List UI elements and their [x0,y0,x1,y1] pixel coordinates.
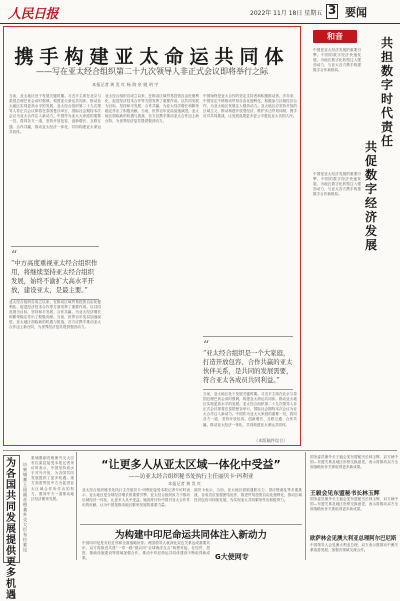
commentary-headline-2[interactable]: 共促数字经济发展 [364,140,377,252]
right-lower-body-1b: 国务委员兼外长王毅会见东盟秘书长林玉辉，双方就中国—东盟关系及地区形势交换意见，表示将推动双方全面战略伙伴关系取得更多新成果。 [310,497,398,512]
right-lower-title-2[interactable]: 欧萨林会见澳大利亚总理阿尔巴尼斯 [310,536,397,542]
page-number: 3 [328,3,337,17]
footer-note: G大使网专 [215,553,249,561]
divider-horizontal-2 [80,524,302,525]
lead-body-column-3b: 当前，亚太地区处于发展关键时期。习近平主席在北京与泰国总理巴育会谈时强调，构建亚太命运共同体，推动亚太地区实现更高水平的发展。亚太经合组织第二十九次领导人非正式会议即将在泰国曼谷举行，国际社会期待本次会议为亚太合作注入新动力。中国作为亚太大家庭的重要一员，将同各方一道，坚持开放包容、创新增长、互联互通、合作共赢，推动亚太经济一体化，共同构建亚太命运共同体。 [203,392,297,427]
quote-mark-icon: “ [203,338,210,352]
lead-article-subtitle: ——写在亚太经合组织第二十九次领导人非正式会议即将举行之际 [36,67,268,76]
divider-horizontal [3,450,397,451]
pull-quote-2 [203,336,293,390]
right-lower-body-2: 中国领导人会见澳大利亚总理，双方表示愿推动中澳关系改善发展，加强各领域交流合作。 [310,543,398,553]
interview-body-1: 亚太经合组织秘书处执行主任丽贝卡·玛利亚接受本报记者专访时表示，亚太地区是全球经济增长的重要引擎，亚太经合组织致力于推动区域经济一体化，让更多人从中受益。她高度评价中国对亚太合作作出的贡献，认为中国是推动地区繁荣发展的重要力量。 [82,488,190,508]
section-name: 要闻 [345,6,367,19]
interview-title[interactable]: “让更多人从亚太区域一体化中受益” [101,458,281,471]
pull-quote-1-text: “中方高度重视亚太经合组织作用，将继续坚持亚太经合组织发展，始终不渝扩大高水平开放，建设亚太，是最主要。” [11,259,98,294]
masthead [0,0,400,24]
interview-body-2: 丽贝卡表示，当前，亚太地区面临通胀压力、供应链紊乱等多重挑战，各成员应加强团结协作，推进贸易投资自由化便利化，推动区域经济包容可持续发展，为实现亚太共同繁荣作出积极努力。 [194,488,302,503]
lead-body-column-1b: 亚太经合组织自成立以来，在推动区域贸易投资自由化便利化、促进经济技术合作等方面发挥了重要作用。以共同发展为目标，坚持和平发展、合作共赢，为亚太经济增长和繁荣稳定作出了积极贡献。当前，世界百年变局加速演进，亚太地区面临新的机遇与挑战，各方应携手推动亚太合作迈上新台阶，为世界经济复苏提供强劲动力。 [9,300,101,330]
right-lower-body-1: 国务委员兼外长王毅会见东盟秘书长林玉辉，双方就中国—东盟关系及地区形势交换意见，表示将推动双方全面战略伙伴关系取得更多新成果。 [310,455,398,470]
lead-source-tag: （本版稿件综合） [254,438,288,443]
publication-date: 2022年 11月 18日 星期五 [250,10,323,17]
indonesia-article-title[interactable]: 为构建中印尼命运共同体注入新动力 [114,530,267,541]
divider-vertical [305,452,306,560]
interview-byline: 本报记者 黄 发 红 [168,481,202,486]
lead-article-title[interactable]: 携手构建亚太命运共同体 [14,46,290,68]
commentary-headline-1[interactable]: 共担数字时代责任 [380,36,393,148]
pull-quote-1 [11,246,99,300]
sidebar-article-body: 柬埔寨副首相兼外交大臣布拉索昆接受本报记者采访时表示，中国坚持高水平对外开放，为各国共同发展提供了更多机遇。柬方高度赞赏中方为促进亚太区域合作所作出的努力，愿同中方一道推动地区经济繁荣发展。 [31,456,74,501]
interview-subtitle: ——访亚太经合组织秘书处执行主任丽贝卡·玛利亚 [128,474,254,480]
newspaper-logo: 人民日报 [8,7,59,22]
sidebar-article-subtitle: 访柬埔寨王国副首相兼外交大臣布拉索昆 [23,462,27,552]
lead-body-column-3: 中国始终是亚太合作的坚定支持者和积极推动者。多年来，中国坚定不移推动贸易自由化便利化，积极参与区域经济合作，为亚太地区发展注入强劲动力。亚太地区应坚持开放的区域主义，推动构建开放型经济，维护多边贸易体制，携手应对共同挑战，让发展成果更多更公平惠及亚太各国人民。 [203,94,297,119]
indonesia-article-body: 中国同印尼是友好近邻和全面战略伙伴。两国领导人就深化双边关系达成重要共识，双方将推进共建“一带一路”倡议同“全球海洋支点”构想对接，在经贸、投资、基础设施建设等领域加强合作，推动中印尼命运共同体建设不断取得新成果。 [82,541,210,561]
column-tag-heyin: 和音 [313,30,357,43]
commentary-body: 中国是亚太经济发展的重要引擎。中国的数字经济快速发展，为地区数字化转型注入强劲动力，与亚太各方携手构建数字合作新格局。 [313,48,361,73]
lead-byline: 本报记者 黄 发 红 杨 海 泉 姚 明 宇 [92,82,159,87]
divider-vertical-left [76,452,77,560]
sidebar-article-title[interactable]: 为各国共同发展提供更多机遇 [6,458,16,601]
lead-body-column-2: 亚太经合组织自成立以来，在推动区域贸易投资自由化便利化、促进经济技术合作等方面发挥了重要作用。以共同发展为目标，坚持和平发展、合作共赢，为亚太经济增长和繁荣稳定作出了积极贡献。当前，世界百年变局加速演进，亚太地区面临新的机遇与挑战，各方应携手推动亚太合作迈上新台阶，为世界经济复苏提供强劲动力。 [105,94,199,124]
commentary-body-2: 中国是亚太经济发展的重要引擎。中国的数字经济快速发展，为地区数字化转型注入强劲动力，与亚太各方携手构建数字合作新格局。 [313,172,361,197]
quote-mark-icon: “ [11,248,18,262]
lead-body-column-1: 当前，亚太地区处于发展关键时期。习近平主席在北京与泰国总理巴育会谈时强调，构建亚太命运共同体，推动亚太地区实现更高水平的发展。亚太经合组织第二十九次领导人非正式会议即将在泰国曼谷举行，国际社会期待本次会议为亚太合作注入新动力。中国作为亚太大家庭的重要一员，将同各方一道，坚持开放包容、创新增长、互联互通、合作共赢，推动亚太经济一体化，共同构建亚太命运共同体。 [9,94,101,134]
right-lower-title-1[interactable]: 王毅会见东盟秘书长林玉辉 [310,491,380,497]
pull-quote-2-text: “亚太经合组织是一个大家庭，打造开放包容、合作共赢的亚太伙伴关系，是共同的发展需要，符合亚太各成员共同利益。” [203,349,293,384]
